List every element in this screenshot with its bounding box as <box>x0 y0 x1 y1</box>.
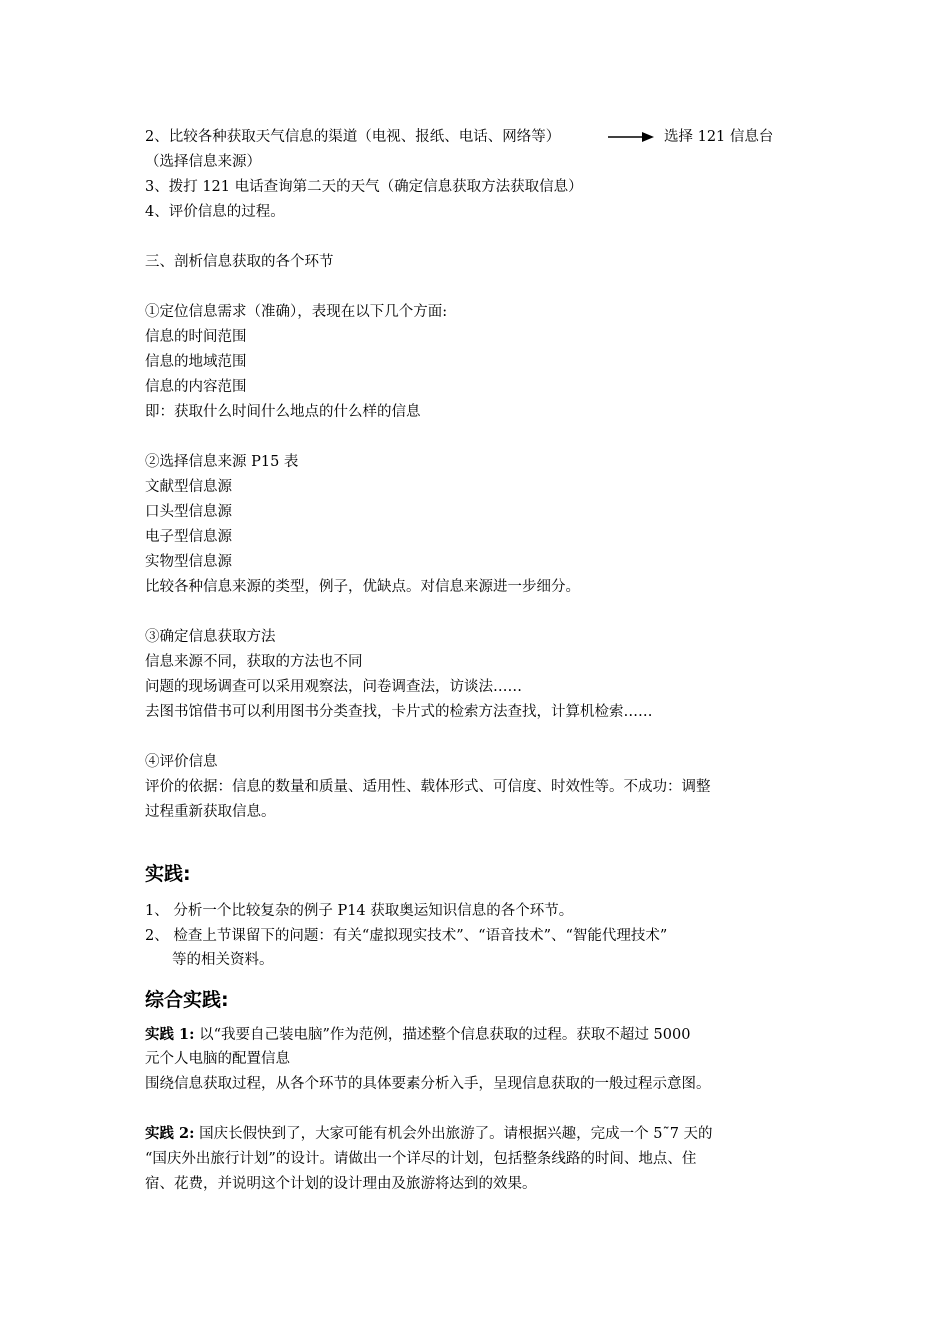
exercise-1-label: 实践 1: <box>145 1026 195 1043</box>
item-c-line: 问题的现场调查可以采用观察法，问卷调查法，访谈法…… <box>145 679 522 695</box>
item-a-line: 信息的时间范围 <box>145 329 247 345</box>
item-d-line: 过程重新获取信息。 <box>145 804 276 820</box>
step-2-note: （选择信息来源） <box>145 154 261 170</box>
exercise-2 <box>145 1124 713 1144</box>
exercise-2-text: 国庆长假快到了，大家可能有机会外出旅游了。请根据兴趣，完成一个 5˜7 天的 <box>199 1126 713 1142</box>
step-2-result: 选择 121 信息台 <box>664 129 774 145</box>
exercise-1 <box>145 1025 690 1045</box>
step-2-text: 2、比较各种获取天气信息的渠道（电视、报纸、电话、网络等） <box>145 129 561 145</box>
item-b-line: 文献型信息源 <box>145 479 232 495</box>
step-3-text: 3、拨打 121 电话查询第二天的天气（确定信息获取方法获取信息） <box>145 179 583 195</box>
comprehensive-practice-heading: 综合实践: <box>145 989 229 1011</box>
item-d-line: 评价的依据：信息的数量和质量、适用性、载体形式、可信度、时效性等。不成功：调整 <box>145 779 711 795</box>
item-d-title: ④评价信息 <box>145 754 218 770</box>
exercise-2-label: 实践 2: <box>145 1125 195 1142</box>
section-3-heading: 三、剖析信息获取的各个环节 <box>145 254 334 270</box>
practice-item-2-cont: 等的相关资料。 <box>172 952 274 968</box>
exercise-1-line: 元个人电脑的配置信息 <box>145 1051 290 1067</box>
practice-item-1: 1、 分析一个比较复杂的例子 P14 获取奥运知识信息的各个环节。 <box>145 903 574 919</box>
item-c-title: ③确定信息获取方法 <box>145 629 276 645</box>
item-a-line: 即：获取什么时间什么地点的什么样的信息 <box>145 404 421 420</box>
exercise-2-line: 宿、花费，并说明这个计划的设计理由及旅游将达到的效果。 <box>145 1176 537 1192</box>
item-b-line: 口头型信息源 <box>145 504 232 520</box>
exercise-2-line: “国庆外出旅行计划”的设计。请做出一个详尽的计划，包括整条线路的时间、地点、住 <box>145 1151 697 1167</box>
item-a-title: ①定位信息需求（准确），表现在以下几个方面: <box>145 304 448 320</box>
item-c-line: 信息来源不同，获取的方法也不同 <box>145 654 363 670</box>
item-b-line: 比较各种信息来源的类型，例子，优缺点。对信息来源进一步细分。 <box>145 579 580 595</box>
step-4-text: 4、评价信息的过程。 <box>145 204 285 220</box>
right-arrow-icon <box>608 130 654 144</box>
exercise-1-line: 围绕信息获取过程，从各个环节的具体要素分析入手，呈现信息获取的一般过程示意图。 <box>145 1076 711 1092</box>
practice-item-2: 2、 检查上节课留下的问题：有关“虚拟现实技术”、“语音技术”、“智能代理技术” <box>145 928 668 944</box>
item-b-line: 电子型信息源 <box>145 529 232 545</box>
item-b-title: ②选择信息来源 P15 表 <box>145 454 299 470</box>
item-a-line: 信息的地域范围 <box>145 354 247 370</box>
item-c-line: 去图书馆借书可以利用图书分类查找，卡片式的检索方法查找，计算机检索…… <box>145 704 653 720</box>
exercise-1-text: 以“我要自己装电脑”作为范例，描述整个信息获取的过程。获取不超过 5000 <box>199 1027 691 1043</box>
practice-heading: 实践: <box>145 863 191 885</box>
item-b-line: 实物型信息源 <box>145 554 232 570</box>
item-a-line: 信息的内容范围 <box>145 379 247 395</box>
